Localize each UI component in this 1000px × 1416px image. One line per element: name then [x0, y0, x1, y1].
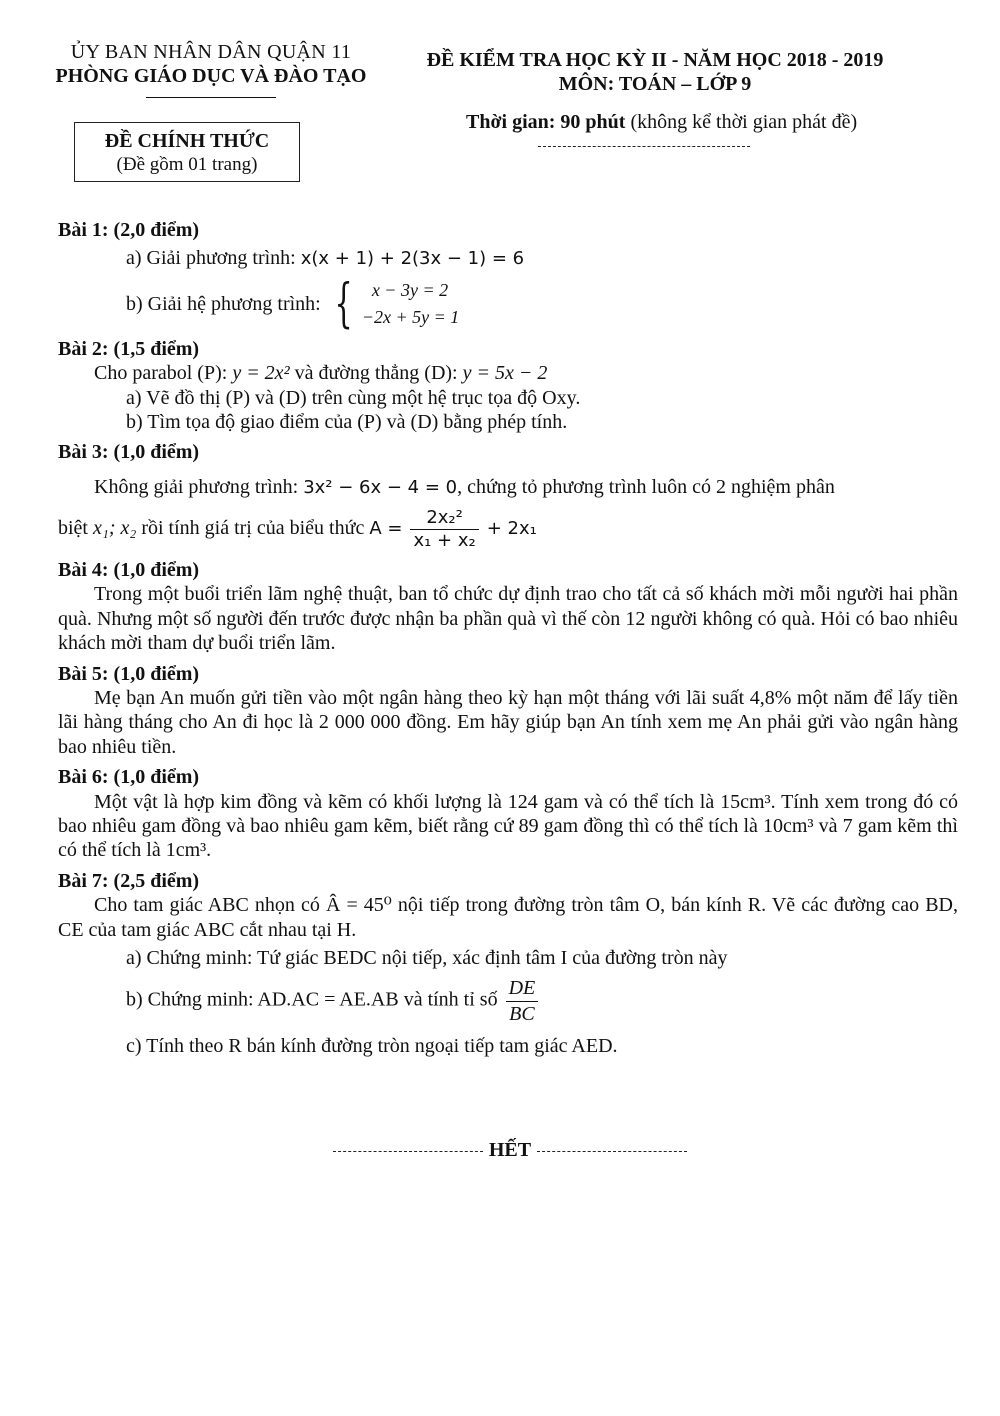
- problem-7b: [126, 976, 958, 1026]
- problem-2-intro-text2: và đường thẳng (D):: [289, 362, 463, 385]
- problem-2-intro-text1: Cho parabol (P):: [94, 362, 233, 385]
- problem-7b-text: b) Chứng minh: AD.AC = AE.AB và tính tỉ số: [126, 988, 503, 1011]
- system-eq1: x − 3y = 2: [371, 279, 449, 300]
- system-brace: {: [334, 273, 353, 334]
- ratio-denominator: BC: [509, 1002, 535, 1025]
- issuer-line1: ỦY BAN NHÂN DÂN QUẬN 11: [70, 41, 352, 63]
- problem-3-line2: [58, 507, 958, 552]
- problem-1-title: Bài 1: (2,0 điểm): [58, 219, 200, 241]
- exam-body: [58, 212, 958, 1058]
- issuer-header: [36, 40, 386, 98]
- fraction-denominator: x₁ + x₂: [413, 530, 476, 552]
- end-dash-left: [333, 1151, 483, 1152]
- problem-5-text: Mẹ bạn An muốn gửi tiền vào một ngân hàng theo kỳ hạn một tháng với lãi suất 4,8% một năm để lấy tiền lãi hàng tháng cho An đi học là 2 000 000 đồng. Em hãy giúp bạn An tính xem mẹ An phải gửi vào ngân hàng bao nhiêu tiền.: [58, 686, 958, 758]
- exam-time: [466, 110, 857, 134]
- problem-3-text4: rồi tính giá trị của biểu thức: [136, 517, 370, 540]
- exam-time-duration: Thời gian: 90 phút: [466, 111, 626, 133]
- official-title: ĐỀ CHÍNH THỨC: [104, 130, 270, 152]
- problem-7c: c) Tính theo R bán kính đường tròn ngoại tiếp tam giác AED.: [126, 1035, 618, 1058]
- problem-3-line1: [94, 475, 958, 499]
- expression-a-lhs: A =: [369, 518, 403, 540]
- problem-7a: a) Chứng minh: Tứ giác BEDC nội tiếp, xác định tâm I của đường tròn này: [126, 946, 728, 969]
- problem-1a: [126, 246, 958, 270]
- system-eq2: −2x + 5y = 1: [361, 306, 460, 327]
- fraction-numerator: 2x₂²: [410, 507, 478, 530]
- problem-2-intro: [94, 361, 958, 385]
- problem-4-title: Bài 4: (1,0 điểm): [58, 559, 200, 582]
- end-marker: [320, 1138, 700, 1162]
- problem-7-text: Cho tam giác ABC nhọn có Â = 45⁰ nội tiếp trong đường tròn tâm O, bán kính R. Vẽ các đường cao BD, CE của tam giác ABC cắt nhau tại H.: [58, 894, 958, 941]
- problem-7-title: Bài 7: (2,5 điểm): [58, 869, 200, 892]
- expression-a-tail: + 2x₁: [486, 518, 537, 540]
- exam-header: [400, 48, 910, 97]
- expression-a-fraction: [410, 507, 478, 552]
- problem-4-text: Trong một buổi triển lãm nghệ thuật, ban tổ chức dự định trao cho tất cả số khách mời mỗi người hai phần quà. Nhưng một số người đến trước được nhận ba phần quà vì thế còn 12 người không có quà. Hỏi có bao nhiêu khách mời tham dự buổi triển lãm.: [58, 583, 958, 655]
- parabol-equation: y = 2x²: [232, 362, 290, 385]
- problem-2a: a) Vẽ đồ thị (P) và (D) trên cùng một hệ trục tọa độ Oxy.: [126, 386, 581, 409]
- problem-3-text3: biệt: [58, 517, 93, 540]
- problem-1b: [126, 273, 958, 334]
- problem-1a-equation: x(x + 1) + 2(3x − 1) = 6: [300, 248, 525, 270]
- problem-6-text: Một vật là hợp kim đồng và kẽm có khối lượng là 124 gam và có thể tích là 15cm³. Tính xem trong đó có bao nhiêu gam đồng và bao nhiêu gam kẽm, biết rằng cứ 89 gam đồng thì có thể tích là 10cm³ và 7 gam kẽm thì có thể tích là 1cm³.: [58, 790, 958, 862]
- problem-3-text2: , chứng tỏ phương trình luôn có 2 nghiệm phân: [457, 475, 835, 498]
- line-equation: y = 5x − 2: [462, 362, 548, 385]
- problem-6-title: Bài 6: (1,0 điểm): [58, 766, 200, 789]
- quadratic-equation: 3x² − 6x − 4 = 0: [303, 476, 458, 498]
- issuer-underline: [146, 97, 276, 98]
- ratio-fraction: [506, 976, 539, 1026]
- problem-1a-label: a) Giải phương trình:: [126, 247, 296, 270]
- official-note: (Đề gồm 01 trang): [116, 154, 258, 176]
- end-text: HẾT: [488, 1139, 532, 1161]
- exam-title: ĐỀ KIỂM TRA HỌC KỲ II - NĂM HỌC 2018 - 2019: [426, 49, 884, 71]
- exam-time-note: (không kể thời gian phát đề): [625, 111, 858, 133]
- problem-5-title: Bài 5: (1,0 điểm): [58, 662, 200, 685]
- roots-symbols: x₁; x₂: [93, 517, 137, 540]
- problem-2b: b) Tìm tọa độ giao điểm của (P) và (D) bằng phép tính.: [126, 410, 568, 433]
- problem-3-text1: Không giải phương trình:: [94, 475, 304, 498]
- ratio-numerator: DE: [506, 976, 539, 1001]
- problem-2-title: Bài 2: (1,5 điểm): [58, 337, 200, 360]
- official-stamp-box: [74, 122, 300, 182]
- problem-3-title: Bài 3: (1,0 điểm): [58, 441, 200, 464]
- end-dash-right: [537, 1151, 687, 1152]
- equation-system: [362, 277, 459, 331]
- problem-1b-label: b) Giải hệ phương trình:: [126, 292, 321, 315]
- exam-subject: MÔN: TOÁN – LỚP 9: [558, 73, 752, 96]
- issuer-line2: PHÒNG GIÁO DỤC VÀ ĐÀO TẠO: [55, 65, 367, 88]
- time-dashed-rule: [538, 146, 750, 147]
